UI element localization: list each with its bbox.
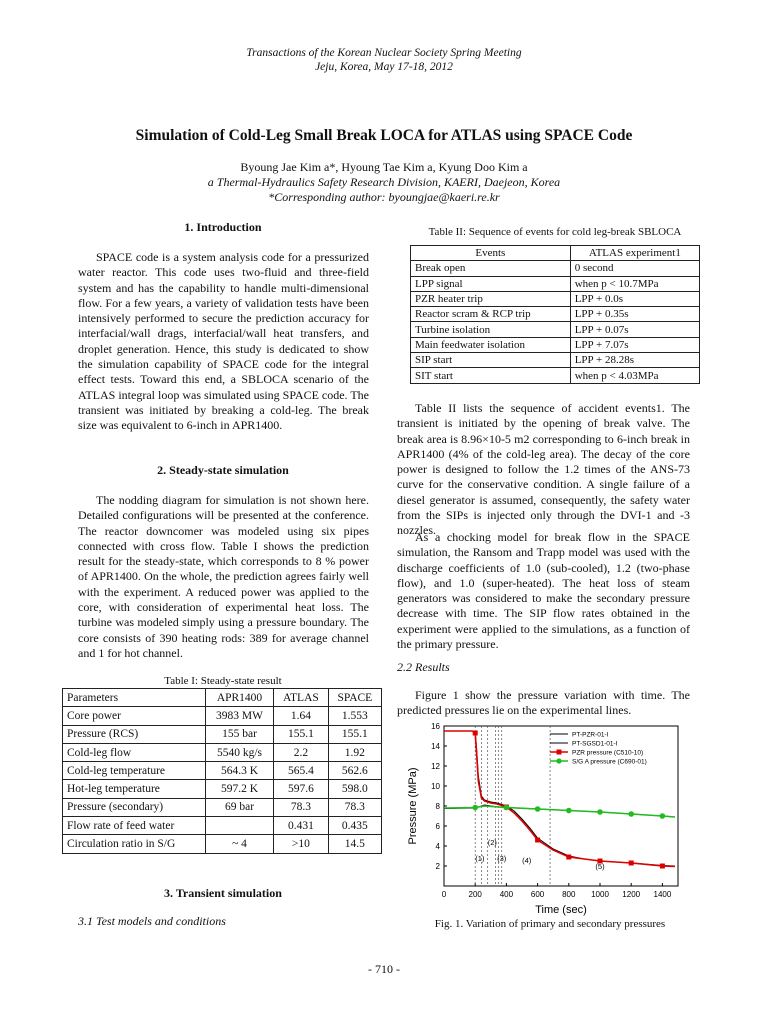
table1-cell: 1.64 bbox=[274, 707, 329, 725]
table1-row bbox=[63, 743, 382, 761]
table1-row bbox=[63, 817, 382, 835]
y-tick-label: 16 bbox=[431, 722, 440, 731]
y-tick-label: 2 bbox=[435, 862, 440, 871]
table1-caption: Table I: Steady-state result bbox=[164, 675, 282, 687]
table1-cell: Pressure (RCS) bbox=[63, 725, 206, 743]
table1-cell: ~ 4 bbox=[205, 835, 273, 853]
table1-row bbox=[63, 798, 382, 816]
table2-cell: LPP + 7.07s bbox=[570, 337, 699, 352]
table2-row bbox=[411, 261, 700, 276]
legend-label: S/G A pressure (C690-01) bbox=[572, 758, 647, 766]
table2-cell: LPP + 0.35s bbox=[570, 307, 699, 322]
pressure-chart bbox=[400, 716, 700, 918]
conference-header-line1: Transactions of the Korean Nuclear Society Spring Meeting bbox=[246, 47, 522, 59]
table2-cell: Main feedwater isolation bbox=[411, 337, 571, 352]
legend-marker bbox=[556, 758, 561, 763]
table1-cell: 14.5 bbox=[328, 835, 381, 853]
data-point bbox=[660, 864, 665, 869]
table1-cell: 155.1 bbox=[274, 725, 329, 743]
table2-row bbox=[411, 307, 700, 322]
data-point bbox=[628, 811, 634, 817]
data-point bbox=[629, 861, 634, 866]
x-tick-label: 1200 bbox=[622, 890, 641, 899]
table1-cell: 3983 MW bbox=[205, 707, 273, 725]
legend-label: PT-PZR-01-I bbox=[572, 731, 609, 739]
y-tick-label: 4 bbox=[435, 842, 440, 851]
table1-cell: 78.3 bbox=[274, 798, 329, 816]
table2-cell: Turbine isolation bbox=[411, 322, 571, 337]
event-annotation: (5) bbox=[595, 862, 605, 871]
table1-cell: 562.6 bbox=[328, 762, 381, 780]
section-steady-state-title: 2. Steady-state simulation bbox=[157, 463, 289, 477]
author-affiliation: a Thermal-Hydraulics Safety Research Division, KAERI, Daejeon, Korea bbox=[207, 175, 561, 189]
table1-header-cell: Parameters bbox=[63, 689, 206, 707]
table2-cell: SIP start bbox=[411, 353, 571, 368]
table2-cell: Break open bbox=[411, 261, 571, 276]
table2-cell: LPP + 0.0s bbox=[570, 291, 699, 306]
table1-cell: 564.3 K bbox=[205, 762, 273, 780]
table1-cell: Cold-leg temperature bbox=[63, 762, 206, 780]
subsection-test-models-title: 3.1 Test models and conditions bbox=[78, 914, 226, 928]
data-point bbox=[660, 813, 666, 819]
table1-cell: 1.553 bbox=[328, 707, 381, 725]
paper-title: Simulation of Cold-Leg Small Break LOCA for ATLAS using SPACE Code bbox=[135, 127, 633, 144]
table2-cell: LPP + 0.07s bbox=[570, 322, 699, 337]
corresponding-author: *Corresponding author: byoungjae@kaeri.re.kr bbox=[268, 190, 500, 204]
table2-header-cell: ATLAS experiment1 bbox=[570, 246, 699, 261]
table1-header-cell: SPACE bbox=[328, 689, 381, 707]
data-point bbox=[472, 805, 478, 811]
y-tick-label: 8 bbox=[435, 802, 440, 811]
conference-header-line2: Jeju, Korea, May 17-18, 2012 bbox=[315, 61, 453, 73]
table2-cell: Reactor scram & RCP trip bbox=[411, 307, 571, 322]
legend-label: PT-SGSD1-01-I bbox=[572, 740, 618, 748]
table1-cell: Core power bbox=[63, 707, 206, 725]
figure-caption: Fig. 1. Variation of primary and secondary pressures bbox=[434, 918, 666, 930]
table1-cell: Circulation ratio in S/G bbox=[63, 835, 206, 853]
x-tick-label: 200 bbox=[468, 890, 482, 899]
table1-cell: 78.3 bbox=[328, 798, 381, 816]
data-point bbox=[535, 806, 541, 812]
data-point bbox=[566, 855, 571, 860]
event-annotation: (2) bbox=[487, 838, 497, 847]
table2-row bbox=[411, 322, 700, 337]
table1-cell: Cold-leg flow bbox=[63, 743, 206, 761]
table1-cell: 597.6 bbox=[274, 780, 329, 798]
x-tick-label: 1000 bbox=[591, 890, 609, 899]
data-point bbox=[535, 838, 540, 843]
table1-header-cell: APR1400 bbox=[205, 689, 273, 707]
table1-cell: 598.0 bbox=[328, 780, 381, 798]
page-number: - 710 - bbox=[368, 962, 400, 976]
table1-cell: Hot-leg temperature bbox=[63, 780, 206, 798]
table1-row bbox=[63, 707, 382, 725]
steady-state-paragraph: The nodding diagram for simulation is not shown here. Detailed configurations will be presented at the conference. The reactor downcomer was modeled using six pipes connected with cross flow. Table I shows the prediction result for the steady-state, which corresponds to 8 % power of APR1400. On the whole, the prediction agrees fairly well with the experiment. A reduced power was applied to the core, with consideration of experimental heat loss. The turbine was modeled simply using a pressure boundary. The core consists of 390 heating rods: 389 for average channel and 1 for hot channel. bbox=[78, 493, 369, 660]
table2-cell: when p < 4.03MPa bbox=[570, 368, 699, 383]
legend-marker bbox=[557, 750, 562, 755]
x-tick-label: 400 bbox=[499, 890, 514, 899]
table1-cell: 5540 kg/s bbox=[205, 743, 273, 761]
table1-header-cell: ATLAS bbox=[274, 689, 329, 707]
x-tick-label: 0 bbox=[441, 890, 447, 899]
y-tick-label: 10 bbox=[431, 782, 440, 791]
y-tick-label: 6 bbox=[435, 822, 440, 831]
table1-row bbox=[63, 725, 382, 743]
section-transient-title: 3. Transient simulation bbox=[164, 886, 282, 900]
table2-row bbox=[411, 291, 700, 306]
table1-cell: 155 bar bbox=[205, 725, 273, 743]
y-axis-label: Pressure (MPa) bbox=[407, 767, 419, 845]
table2-row bbox=[411, 276, 700, 291]
table2-cell: 0 second bbox=[570, 261, 699, 276]
table2-cell: LPP + 28.28s bbox=[570, 353, 699, 368]
table1-cell: Flow rate of feed water bbox=[63, 817, 206, 835]
events-paragraph: Table II lists the sequence of accident events1. The transient is initiated by the opening of break valve. The break area is 8.96×10-5 m2 corresponding to 6-inch break in APR1400 (4% of the cold-leg area). The decay of the core power is designed to follow the 1.2 times of the ANS-73 curve for the conservative condition. A single failure of a diesel generator is assumed, consequently, the safety water from the SIPs is injected only through the DVI-1 and -3 nozzles. bbox=[397, 401, 690, 538]
table1-row bbox=[63, 780, 382, 798]
y-tick-label: 14 bbox=[431, 742, 440, 751]
x-axis-label: Time (sec) bbox=[535, 904, 587, 916]
table2-header-row bbox=[411, 246, 700, 261]
author-block bbox=[0, 160, 768, 205]
data-point bbox=[597, 809, 603, 815]
table1-cell: 565.4 bbox=[274, 762, 329, 780]
data-point bbox=[473, 731, 478, 736]
table2-cell: PZR heater trip bbox=[411, 291, 571, 306]
x-tick-label: 800 bbox=[562, 890, 576, 899]
series-line bbox=[444, 806, 675, 817]
table2-cell: SIT start bbox=[411, 368, 571, 383]
table2-cell: when p < 10.7MPa bbox=[570, 276, 699, 291]
event-annotation: (3) bbox=[497, 854, 507, 863]
table1-cell: 69 bar bbox=[205, 798, 273, 816]
table2-row bbox=[411, 368, 700, 383]
table1-cell: Pressure (secondary) bbox=[63, 798, 206, 816]
table1-row bbox=[63, 762, 382, 780]
choking-model-paragraph: As a chocking model for break flow in the SPACE simulation, the Ransom and Trapp model was used with the discharge coefficients of 1.0 (sub-cooled), 1.2 (two-phase flow), and 1.0 (super-heated). The heat loss of steam generators was considered to make the secondary pressure decrease with time. The SIP flow rates obtained in the experiment were applied to the simulations, as a function of the primary pressure. bbox=[397, 530, 690, 652]
table1-cell: 155.1 bbox=[328, 725, 381, 743]
table1-cell: 2.2 bbox=[274, 743, 329, 761]
legend-label: PZR pressure (C510-10) bbox=[572, 749, 644, 757]
table-event-sequence bbox=[410, 245, 700, 384]
event-annotation: (4) bbox=[522, 856, 532, 865]
table2-row bbox=[411, 353, 700, 368]
table2-row bbox=[411, 337, 700, 352]
table1-cell: >10 bbox=[274, 835, 329, 853]
table1-cell: 597.2 K bbox=[205, 780, 273, 798]
table1-row bbox=[63, 835, 382, 853]
data-point bbox=[566, 808, 572, 814]
table2-cell: LPP signal bbox=[411, 276, 571, 291]
table1-cell: 1.92 bbox=[328, 743, 381, 761]
results-paragraph: Figure 1 show the pressure variation with time. The predicted pressures lie on the experimental lines. bbox=[397, 688, 690, 718]
table1-cell: 0.431 bbox=[274, 817, 329, 835]
section-introduction-title: 1. Introduction bbox=[184, 220, 262, 234]
table1-header-row bbox=[63, 689, 382, 707]
x-tick-label: 1400 bbox=[653, 890, 672, 899]
author-names: Byoung Jae Kim a*, Hyoung Tae Kim a, Kyung Doo Kim a bbox=[240, 160, 528, 174]
introduction-paragraph: SPACE code is a system analysis code for a pressurized water reactor. This code uses two-fluid and three-field system and has the capability to handle multi-dimensional flow. For a few years, a variety of validation tests have been intensively performed to secure the prediction accuracy for interfacial/wall drags, interfacial/wall heat transfers, and droplet generation. Hence, this study is dedicated to show the simulation capability of SPACE code for the integral effect tests. Toward this end, a SBLOCA scenario of the ATLAS integral loop was simulated using SPACE code. The transient was initiated by breaking a cold-leg. The break size was equivalent to 6-inch in APR1400. bbox=[78, 250, 369, 433]
table2-caption: Table II: Sequence of events for cold leg-break SBLOCA bbox=[428, 226, 682, 238]
table1-cell bbox=[205, 817, 273, 835]
x-tick-label: 600 bbox=[530, 890, 545, 899]
event-annotation: (1) bbox=[475, 854, 485, 863]
table-steady-state-result bbox=[62, 688, 382, 854]
data-point bbox=[504, 805, 510, 811]
table2-header-cell: Events bbox=[411, 246, 571, 261]
table1-cell: 0.435 bbox=[328, 817, 381, 835]
subsection-results-title: 2.2 Results bbox=[397, 660, 450, 674]
y-tick-label: 12 bbox=[431, 762, 440, 771]
